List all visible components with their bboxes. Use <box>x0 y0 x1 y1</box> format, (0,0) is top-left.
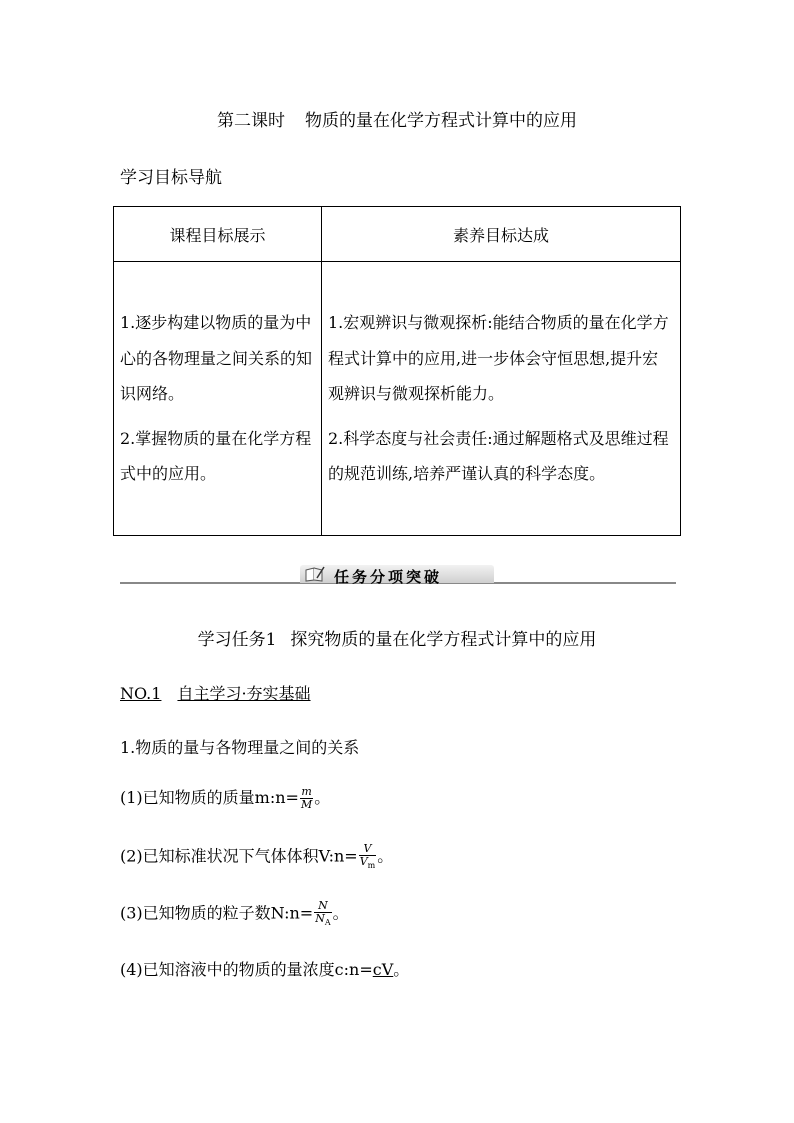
goals-competency-cell <box>322 262 681 536</box>
lesson-title-part2: 物质的量在化学方程式计算中的应用 <box>305 111 577 131</box>
formula-concentration: (4)已知溶液中的物质的量浓度c:n=cV。 <box>120 960 410 979</box>
section-number: NO.1 <box>120 684 162 703</box>
goals-header-competency: 素养目标达成 <box>322 207 681 262</box>
task-title-part2: 探究物质的量在化学方程式计算中的应用 <box>290 630 597 650</box>
formula-particles: (3)已知物质的粒子数N:n= $\frac{N}{N_A}$ 。 <box>120 899 349 928</box>
task-title <box>0 625 794 650</box>
lesson-title-part1: 第二课时 <box>217 111 285 131</box>
fraction-m-over-M: $\frac{m}{M}$ <box>300 784 313 811</box>
goals-course-cell <box>114 262 322 536</box>
task-title-part1: 学习任务1 <box>197 630 277 650</box>
formula-volume: (2)已知标准状况下气体体积V:n= $\frac{V}{V_m}$ 。 <box>120 842 394 871</box>
goals-heading: 学习目标导航 <box>120 168 222 188</box>
course-goal-2: 2.掌握物质的量在化学方程式中的应用。 <box>120 429 312 484</box>
book-pen-icon <box>305 566 325 582</box>
item-1-heading: 1.物质的量与各物理量之间的关系 <box>120 738 360 757</box>
fraction-N-over-NA: $\frac{N}{N_A}$ <box>315 899 331 928</box>
banner-label: 任务分项突破 <box>334 568 443 586</box>
section-banner <box>120 563 676 587</box>
section-name: 自主学习·夯实基础 <box>177 684 311 703</box>
competency-goal-1: 1.宏观辨识与微观探析:能结合物质的量在化学方程式计算中的应用,进一步体会守恒思想,提升宏观辨识与微观探析能力。 <box>328 313 669 403</box>
lesson-title <box>0 106 794 131</box>
goals-table <box>113 206 681 536</box>
answer-cV: cV <box>372 960 394 979</box>
course-goal-1: 1.逐步构建以物质的量为中心的各物理量之间关系的知识网络。 <box>120 313 313 403</box>
competency-goal-2: 2.科学态度与社会责任:通过解题格式及思维过程的规范训练,培养严谨认真的科学态度。 <box>328 429 669 484</box>
section-heading <box>120 681 311 704</box>
goals-header-course: 课程目标展示 <box>114 207 322 262</box>
fraction-V-over-Vm: $\frac{V}{V_m}$ <box>359 842 376 871</box>
formula-mass: (1)已知物质的质量m:n= $\frac{m}{M}$ 。 <box>120 784 331 811</box>
